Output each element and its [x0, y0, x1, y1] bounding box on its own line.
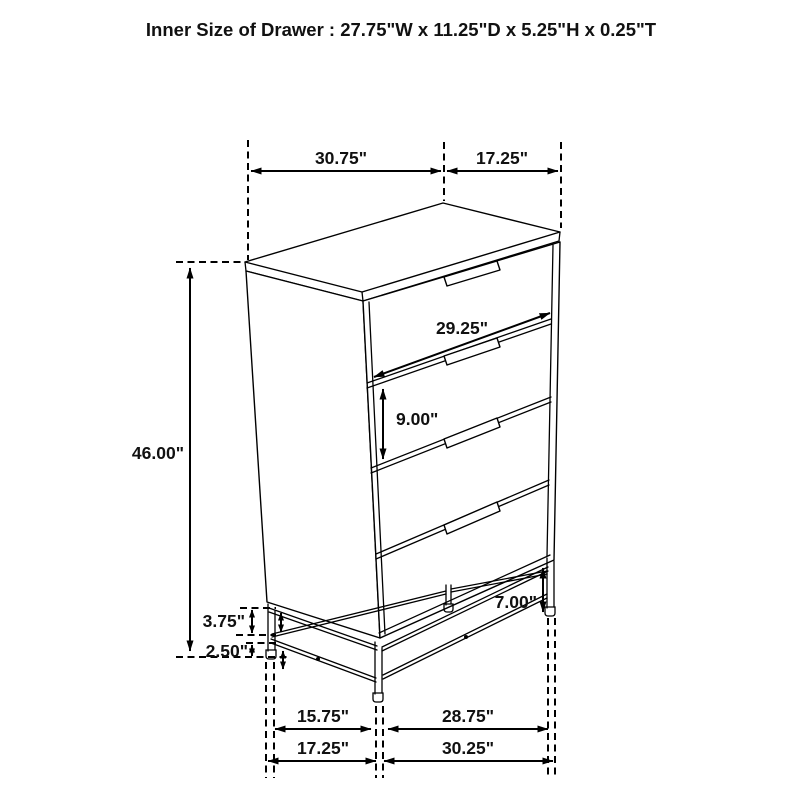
side-panel [246, 271, 380, 638]
dim-label-top-width: 30.75" [314, 148, 368, 168]
dim-label-base-inner-depth: 15.75" [296, 706, 350, 726]
dim-label-top-depth: 17.25" [475, 148, 529, 168]
dim-label-base-lower: 2.50" [205, 641, 248, 661]
front-left-stretcher [271, 639, 376, 682]
stretcher-screw-left [316, 657, 320, 661]
dim-label-leg-height: 7.00" [494, 592, 537, 612]
diagram-title: Inner Size of Drawer : 27.75"W x 11.25"D x 5.25"H x 0.25"T [145, 19, 657, 40]
extension-lines-right-leg [548, 618, 555, 778]
dim-label-base-upper: 3.75" [202, 611, 245, 631]
dim-label-base-inner-width: 28.75" [441, 706, 495, 726]
dim-label-drawer-width: 29.25" [435, 318, 489, 338]
stretcher-screw-right [464, 635, 468, 639]
dim-label-drawer-spacing: 9.00" [396, 409, 439, 429]
right-leg [547, 558, 554, 608]
extension-lines-front-center-leg [376, 706, 383, 778]
dim-label-base-outer-width: 30.25" [441, 738, 495, 758]
dim-label-base-outer-depth: 17.25" [296, 738, 350, 758]
dim-label-overall-height: 46.00" [131, 443, 184, 463]
